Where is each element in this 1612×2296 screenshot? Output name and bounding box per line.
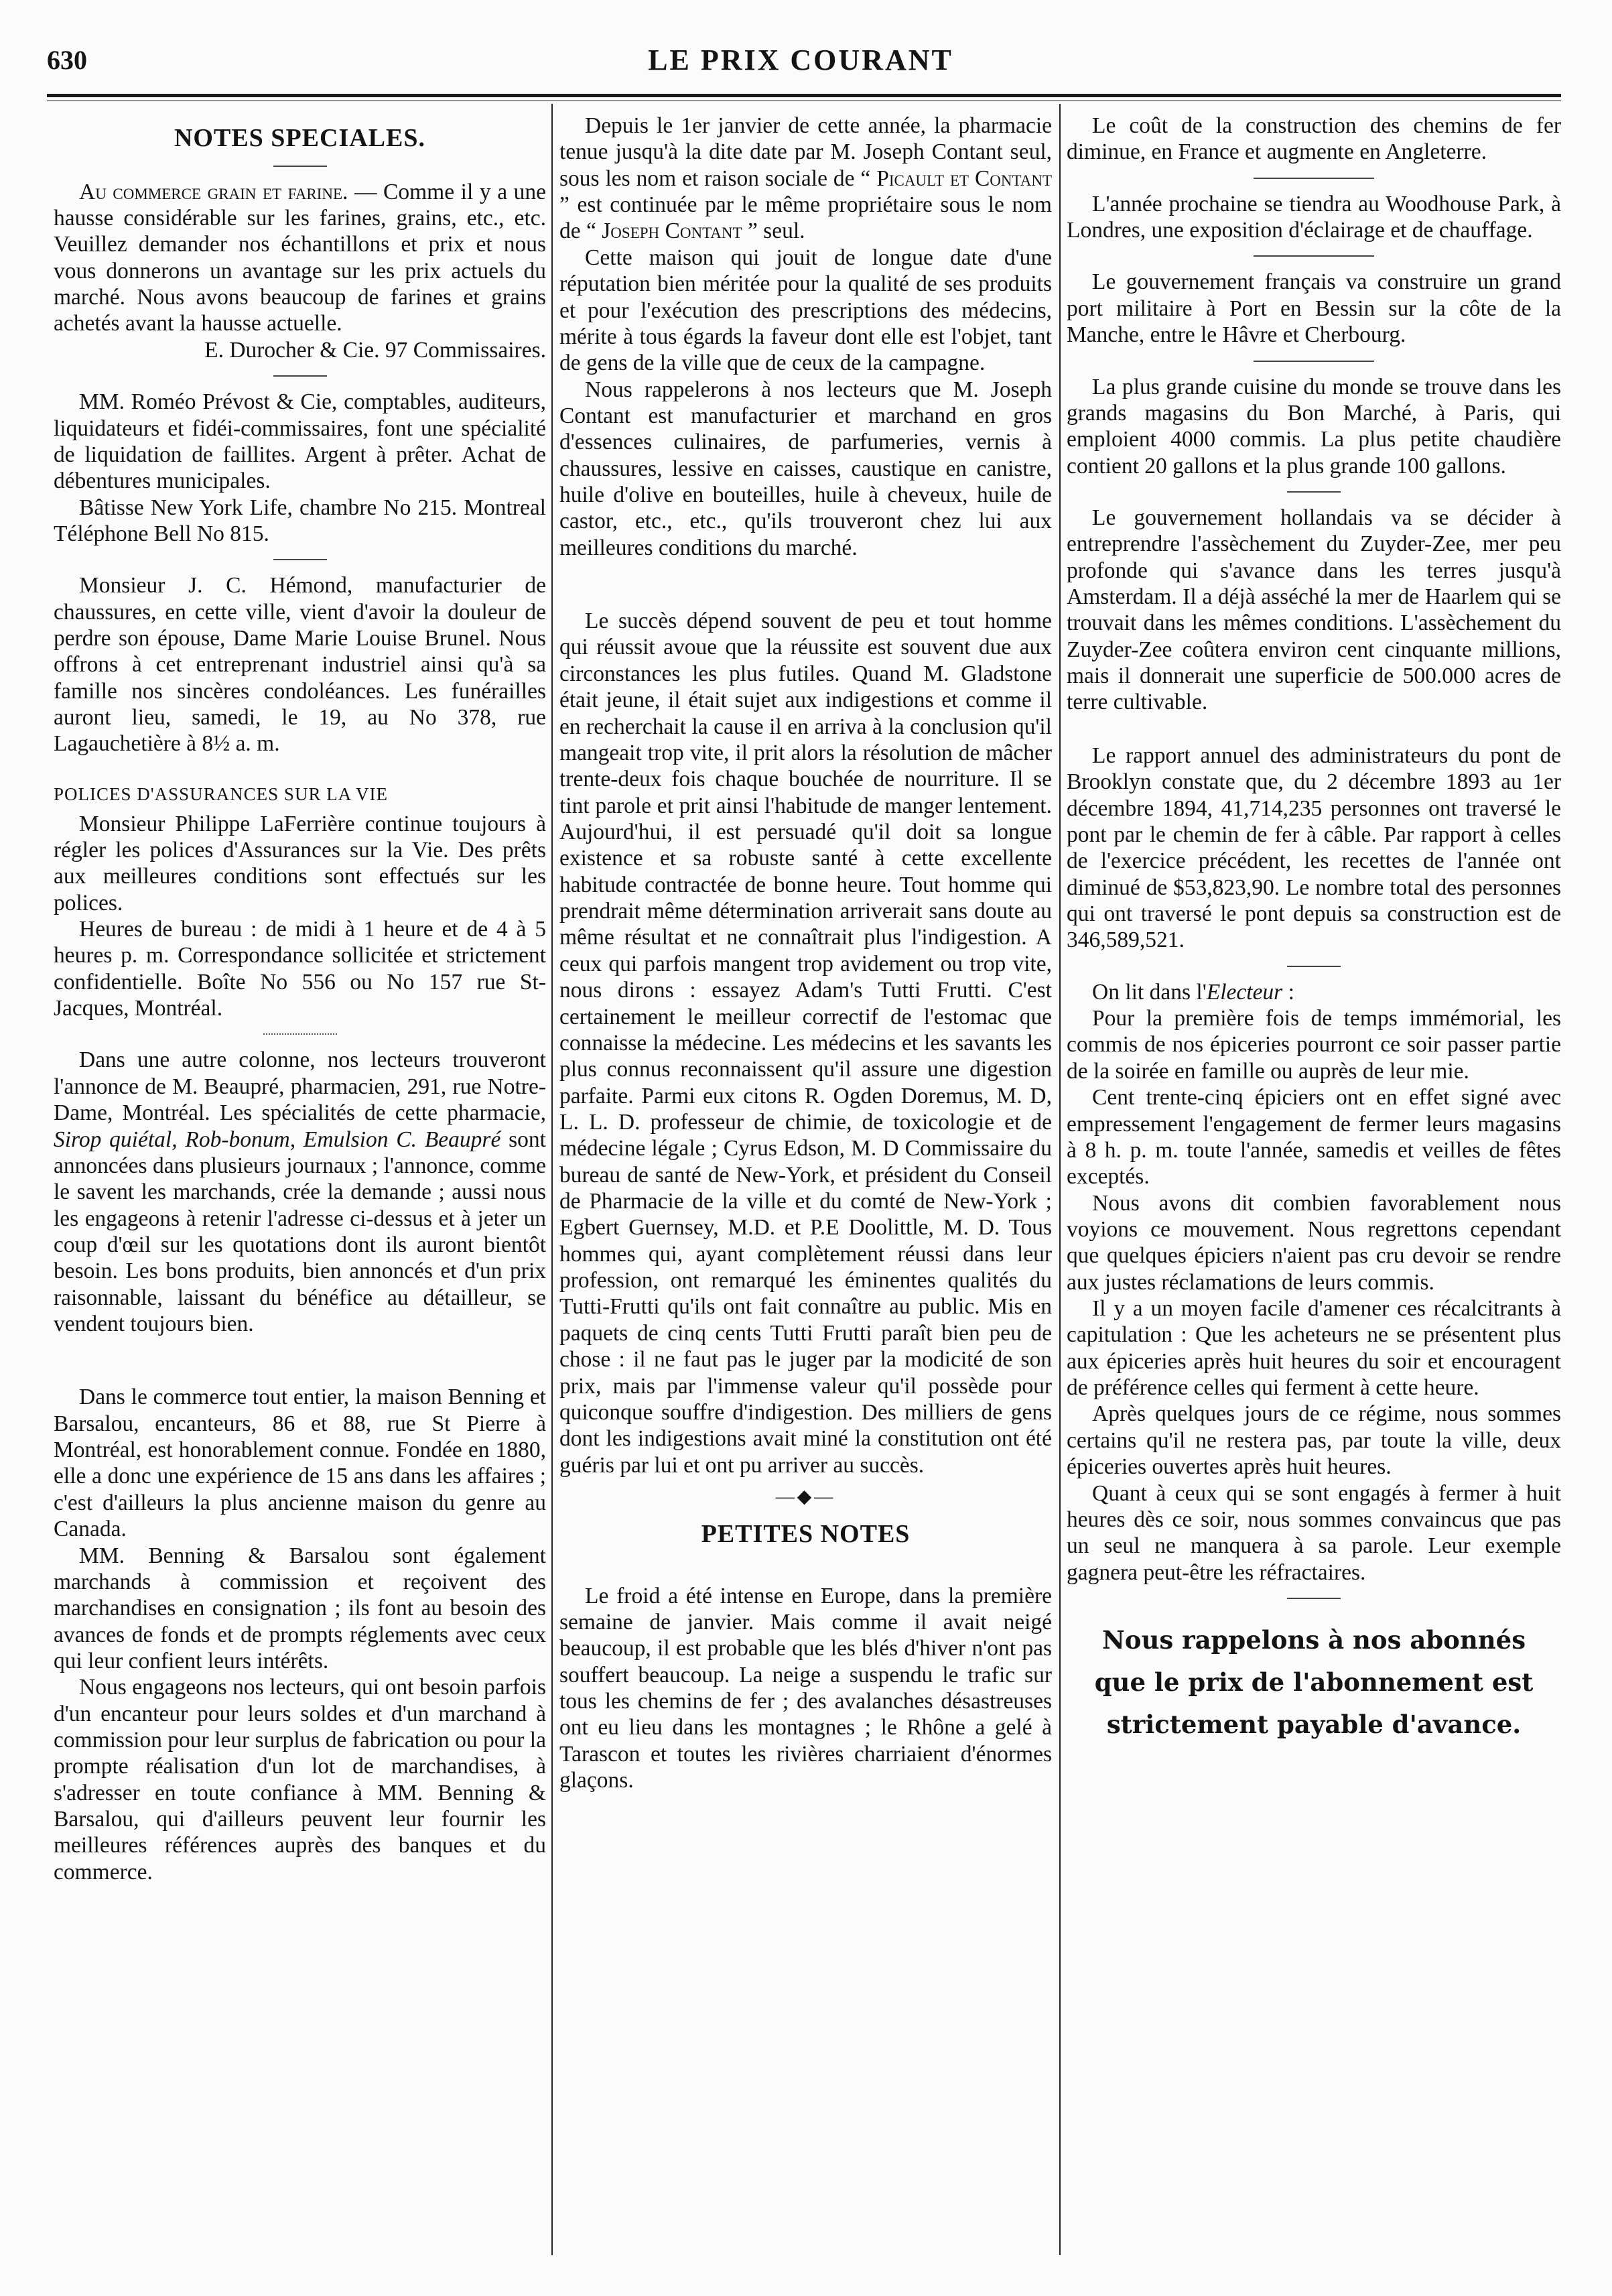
separator (1254, 361, 1374, 362)
beaupre-products: Sirop quiétal, Rob-bonum, Emulsion C. Beaupré (54, 1127, 501, 1152)
spacer (54, 757, 546, 784)
polices-hours: Heures de bureau : de midi à 1 heure et de 4 à 5 heures p. m. Correspondance sollicitée et strictement confidentielle. Boîte No 556 ou No 157 rue St-Jacques, Montréal. (54, 916, 546, 1021)
notice-line-1: Nous rappelons à nos abonnés (1101, 1624, 1526, 1655)
column-3 (1067, 113, 1561, 2269)
benning-notice-1: Dans le commerce tout entier, la maison Benning et Barsalou, encanteurs, 86 et 88, rue St Pierre à Montréal, est honorablement connue. Fondée en 1880, elle a donc une expérience de 15 ans dans les affaires ; c'est d'ailleurs la plus ancienne maison du genre au Canada. (54, 1385, 546, 1542)
separator (263, 1033, 337, 1035)
contant-new-name: Joseph Contant (602, 218, 742, 244)
notice-line-3: strictement payable d'avance. (1106, 1709, 1522, 1739)
ornament-divider: —◆— (775, 1486, 836, 1507)
grain-signature: E. Durocher & Cie. 97 Commissaires. (204, 337, 546, 363)
contant-notice-3: Nous rappelerons à nos lecteurs que M. Joseph Contant est manufacturier et marchand en gros d'essences culinaires, de parfumeries, vernis à chaussures, lessive en caisses, caustique en canistre, huile d'olive en bouteilles, huile à cheveux, huile de castor, etc., etc., qu'ils trouveront chez lui aux meilleures conditions du marché. (559, 377, 1052, 560)
separator (1287, 491, 1341, 493)
polices-heading: POLICES D'ASSURANCES SUR LA VIE (54, 783, 388, 804)
prevost-notice: MM. Roméo Prévost & Cie, comptables, auditeurs, liquidateurs et fidéi-commissaires, font une spécialité de liquidation de faillites. Argent à prêter. Achat de débentures municipales. (54, 389, 546, 494)
polices-notice: Monsieur Philippe LaFerrière continue toujours à régler les polices d'Assurances sur la Vie. Des prêts aux meilleures conditions sont effectués sur les polices. (54, 811, 546, 915)
epiciers-paragraph-4: Il y a un moyen facile d'amener ces récalcitrants à capitulation : Que les acheteurs ne se présentent plus aux épiceries après huit heures du soir et encouragent de préférence celles qui ferment à cette heure. (1067, 1296, 1561, 1401)
beaupre-text-2: sont annoncées dans plusieurs journaux ; l'annonce, comme le savent les marchands, crée la demande ; aussi nous les engageons à retenir l'adresse ci-dessus et à jeter un coup d'œil sur les quotations dont ils auront bientôt besoin. Les bons produits, bien annoncés et d'un prix raisonnable, laissant du bénéfice au détailleur, se vendent toujours bien. (54, 1127, 546, 1337)
spacer (559, 561, 1052, 608)
electeur-name: Electeur (1206, 979, 1283, 1005)
column-2 (559, 113, 1052, 2269)
cout-notice: Le coût de la construction des chemins de fer diminue, en France et augmente en Angleterre. (1067, 113, 1561, 165)
epiciers-paragraph-1: Pour la première fois de temps immémorial, les commis de nos épiceries pourront ce soir passer partie de la soirée en famille ou auprès de leur mie. (1067, 1006, 1561, 1084)
page-number: 630 (47, 45, 87, 75)
separator (273, 375, 327, 377)
journal-title: LE PRIX COURANT (648, 44, 953, 76)
electeur-intro (1067, 979, 1561, 1005)
separator (273, 559, 327, 560)
section-title-notes-speciales: NOTES SPECIALES. (174, 124, 425, 152)
epiciers-paragraph-6: Quant à ceux qui se sont engagés à fermer à huit heures dès ce soir, nous sommes convaincus que pas un seul ne manquera à sa parole. Leur exemple gagnera peut-être les réfractaires. (1067, 1480, 1561, 1585)
contant-firm-name: Picault et Contant (876, 166, 1052, 191)
froid-notice: Le froid a été intense en Europe, dans la première semaine de janvier. Mais comme il avait neigé beaucoup, il est probable que les blés d'hiver n'ont pas souffert beaucoup. La neige a suspendu le trafic sur tous les chemins de fer ; des avalanches désastreuses ont eu lieu dans les montagnes ; le Rhône a gelé à Tarascon et toutes les rivières charriaient d'énormes glaçons. (559, 1583, 1052, 1793)
exposition-notice: L'année prochaine se tiendra au Woodhouse Park, à Londres, une exposition d'éclairage et de chauffage. (1067, 191, 1561, 243)
column-divider (551, 104, 553, 2255)
contant-notice-1 (559, 113, 1052, 245)
notice-line-2: que le prix de l'abonnement est (1094, 1667, 1534, 1697)
zuyder-zee-notice: Le gouvernement hollandais va se décider à entreprendre l'assèchement du Zuyder-Zee, mer peu profonde qui s'avance dans les terres jusqu'à Amsterdam. Il a déjà asséché la mer de Haarlem qui se trouvait dans les mêmes conditions. L'assèchement du Zuyder-Zee coûtera environ cent cinquante millions, mais il donnerait une superficie de 500.000 acres de terre cultivable. (1067, 505, 1561, 715)
spacer (559, 1556, 1052, 1583)
section-title-petites-notes: PETITES NOTES (701, 1519, 911, 1548)
hemond-notice: Monsieur J. C. Hémond, manufacturier de chaussures, en cette ville, vient d'avoir la douleur de perdre son épouse, Dame Marie Louise Brunel. Nous offrons à cet entreprenant industriel ainsi qu'à sa famille nos sincères condoléances. Les funérailles auront lieu, samedi, le 19, au No 378, rue Lagauchetière à 8½ a. m. (54, 573, 546, 757)
separator (1254, 255, 1374, 257)
separator (1254, 178, 1374, 179)
spacer (54, 1337, 546, 1384)
grain-notice (54, 179, 546, 337)
grain-heading: Au commerce grain et farine. — (79, 179, 377, 204)
beaupre-text-1: Dans une autre colonne, nos lecteurs trouveront l'annonce de M. Beaupré, pharmacien, 291, rue Notre-Dame, Montréal. Les spécialités de cette pharmacie, (54, 1047, 546, 1126)
contant-text-a: Depuis le 1er janvier de cette année, la pharmacie tenue jusqu'à la dite date par M. Joseph Contant seul, sous les nom et raison sociale de “ (559, 113, 1052, 191)
spacer (1067, 716, 1561, 743)
prevost-address: Bâtisse New York Life, chambre No 215. Montreal Téléphone Bell No 815. (54, 495, 546, 546)
separator (1287, 1598, 1341, 1599)
port-notice: Le gouvernement français va construire un grand port militaire à Port en Bessin sur la côte de la Manche, entre le Hâvre et Cherbourg. (1067, 269, 1561, 348)
cuisine-notice: La plus grande cuisine du monde se trouve dans les grands magasins du Bon Marché, à Paris, qui emploient 4000 commis. La plus petite chaudière contient 20 gallons et la plus grande 100 gallons. (1067, 374, 1561, 479)
grain-text: Comme il y a une hausse considérable sur les farines, grains, etc., etc. Veuillez demander nos échantillons et prix et nous vous donnerons un avantage sur les prix actuels du marché. Nous avons beaucoup de farines et grains achetés avant la hausse actuelle. (54, 179, 546, 336)
contant-notice-2: Cette maison qui jouit de longue date d'une réputation bien méritée pour la qualité de ses produits et pour l'exécution des prescriptions des médecins, mérite à tous égards la faveur dont elle est l'objet, tant de gens de la ville que de ceux de la campagne. (559, 245, 1052, 376)
column-divider (1059, 104, 1061, 2255)
header-rule (47, 94, 1561, 97)
electeur-colon: : (1282, 979, 1294, 1005)
beaupre-notice (54, 1047, 546, 1337)
column-1 (54, 113, 546, 2269)
page-header (47, 39, 1554, 79)
separator (273, 166, 327, 167)
separator (1287, 966, 1341, 967)
tutti-frutti-notice: Le succès dépend souvent de peu et tout homme qui réussit avoue que la réussite est souvent due aux circonstances les plus futiles. Quand M. Gladstone était jeune, il était sujet aux indigestions et comme il en recherchait la cause il en arriva à la conclusion qu'il mangeait trop vite, il prit alors la résolution de mâcher trente-deux fois chaque bouchée de nourriture. Il se tint parole et prit ainsi l'habitude de manger lentement. Aujourd'hui, il est persuadé qu'il doit sa longue existence et sa robuste santé à cette excellente habitude contractée de bonne heure. Tout homme qui prendrait même détermination arriverait sans doute au même résultat et ne connaîtrait plus l'indigestion. A ceux qui parfois mangent trop avidement ou trop vite, nous dirons : essayez Adam's Tutti Frutti. C'est certainement le meilleur correctif de l'estomac que connaisse la médecine. Les médecins et les savants les plus connus reconnaissent qu'il assure une digestion parfaite. Parmi eux citons R. Ogden Doremus, M. D, L. L. D. professeur de chimie, de toxicologie et de médecine légale ; Cyrus Edson, M. D Commissaire du bureau de santé de New-York, et président du Conseil de Pharmacie de la ville et du comté de New-York ; Egbert Guernsey, M.D. et P.E Doolittle, M. D. Tous hommes qui, ayant complètement réussi dans leur profession, ont remarqué les éminentes qualités du Tutti-Frutti qu'ils ont fait connaître au public. Mis en paquets de cinq cents Tutti Frutti paraît bien peu de chose : il ne faut pas le juger par la modicité de son prix, mais par l'immense valeur qu'il possède pour quiconque souffre d'indigestion. Des milliers de gens dont les indigestions avait miné la constitution ont été guéris par lui et ont pu arriver au succès. (559, 609, 1052, 1478)
subscription-notice (1067, 1619, 1561, 1746)
epiciers-paragraph-3: Nous avons dit combien favorablement nous voyions ce mouvement. Nous regrettons cependant que quelques épiciers n'aient pas cru devoir se rendre aux justes réclamations de leurs commis. (1067, 1190, 1561, 1295)
benning-notice-2: MM. Benning & Barsalou sont également marchands à commission et reçoivent des marchandises en consignation ; ils font au besoin des avances de fonds et de prompts réglements avec ceux qui leur confient leurs intérêts. (54, 1543, 546, 1673)
brooklyn-notice: Le rapport annuel des administrateurs du pont de Brooklyn constate que, du 2 décembre 1893 au 1er décembre 1894, 41,714,235 personnes ont traversé le pont par le chemin de fer à câble. Par rapport à celles de l'exercice précédent, les recettes de l'année ont diminué de $53,823,90. Le nombre total des personnes qui ont traversé le pont depuis sa construction est de 346,589,521. (1067, 743, 1561, 953)
contant-text-c: ” seul. (742, 218, 805, 244)
electeur-intro-text: On lit dans l' (1092, 979, 1207, 1005)
contant-text-b: ” est continuée par le même propriétaire sous le nom de “ (559, 192, 1052, 244)
epiciers-paragraph-5: Après quelques jours de ce régime, nous sommes certains qu'il ne restera pas, par toute la ville, deux épiceries ouvertes après huit heures. (1067, 1401, 1561, 1480)
epiciers-paragraph-2: Cent trente-cinq épiciers ont en effet signé avec empressement l'engagement de fermer leurs magasins à 8 h. p. m. toute l'année, samedis et veilles de fêtes exceptés. (1067, 1085, 1561, 1190)
benning-notice-3: Nous engageons nos lecteurs, qui ont besoin parfois d'un encanteur pour leurs soldes et d'un marchand à commission pour leur surplus de fabrication ou pour la prompte réalisation d'un lot de marchandises, à s'adresser en toute confiance à MM. Benning & Barsalou, qui d'ailleurs peuvent leur fournir les meilleures références auprès des banques et du commerce. (54, 1675, 546, 1885)
